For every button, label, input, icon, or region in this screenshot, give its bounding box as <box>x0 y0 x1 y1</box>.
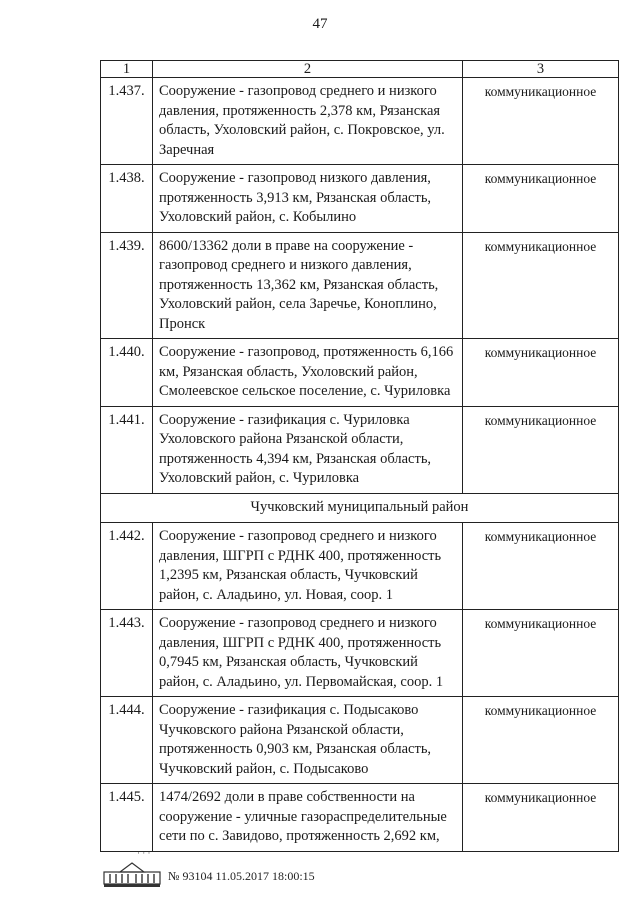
table-row <box>101 784 619 852</box>
row-type: коммуникационное <box>463 610 619 697</box>
table-header-row <box>101 61 619 78</box>
row-type: коммуникационное <box>463 697 619 784</box>
row-type: коммуникационное <box>463 523 619 610</box>
row-type: коммуникационное <box>463 784 619 852</box>
property-register-table <box>100 60 619 852</box>
row-number: 1.445. <box>101 784 153 852</box>
page-number: 47 <box>312 16 328 32</box>
table-row <box>101 610 619 697</box>
column-header-3: 3 <box>463 61 619 78</box>
table-row <box>101 523 619 610</box>
row-number: 1.440. <box>101 339 153 407</box>
row-description: Сооружение - газопровод среднего и низкого давления, ШГРП с РДНК 400, протяженность 1,2395 км, Рязанская область, Чучковский район, с. Аладьино, ул. Новая, соор. 1 <box>153 523 463 610</box>
row-number: 1.443. <box>101 610 153 697</box>
row-description: 1474/2692 доли в праве собственности на сооружение - уличные газораспределительные сети по с. Завидово, протяженность 2,692 км, <box>153 784 463 852</box>
section-row <box>101 493 619 523</box>
row-description: Сооружение - газификация с. Подысаково Чучковского района Рязанской области, протяженность 0,903 км, Рязанская область, Чучковский район, с. Подысаково <box>153 697 463 784</box>
table-row <box>101 406 619 493</box>
table-row <box>101 165 619 233</box>
row-description: Сооружение - газопровод среднего и низкого давления, протяженность 2,378 км, Рязанская область, Ухоловский район, с. Покровское, ул. Заречная <box>153 78 463 165</box>
row-number: 1.441. <box>101 406 153 493</box>
column-header-1: 1 <box>101 61 153 78</box>
row-number: 1.438. <box>101 165 153 233</box>
scan-mark: · · · <box>137 848 151 858</box>
row-description: Сооружение - газификация с. Чуриловка Ухоловского района Рязанской области, протяженность 4,394 км, Рязанская область, Ухоловский район, с. Чуриловка <box>153 406 463 493</box>
table-row <box>101 232 619 339</box>
row-number: 1.442. <box>101 523 153 610</box>
document-footer: № 93104 11.05.2017 18:00:15 <box>168 869 315 883</box>
building-stamp-icon <box>102 858 162 888</box>
column-header-2: 2 <box>153 61 463 78</box>
row-description: Сооружение - газопровод среднего и низкого давления, ШГРП с РДНК 400, протяженность 0,7945 км, Рязанская область, Чучковский район, с. Аладьино, ул. Первомайская, соор. 1 <box>153 610 463 697</box>
table-row <box>101 697 619 784</box>
row-type: коммуникационное <box>463 165 619 233</box>
row-number: 1.444. <box>101 697 153 784</box>
row-number: 1.437. <box>101 78 153 165</box>
row-description: 8600/13362 доли в праве на сооружение - газопровод среднего и низкого давления, протяженность 13,362 км, Рязанская область, Ухоловский район, села Заречье, Коноплино, Пронск <box>153 232 463 339</box>
row-number: 1.439. <box>101 232 153 339</box>
table-row <box>101 339 619 407</box>
row-type: коммуникационное <box>463 232 619 339</box>
row-description: Сооружение - газопровод низкого давления, протяженность 3,913 км, Рязанская область, Ухоловский район, с. Кобылино <box>153 165 463 233</box>
table-row <box>101 78 619 165</box>
row-type: коммуникационное <box>463 406 619 493</box>
row-description: Сооружение - газопровод, протяженность 6,166 км, Рязанская область, Ухоловский район, Смолеевское сельское поселение, с. Чуриловка <box>153 339 463 407</box>
section-title: Чучковский муниципальный район <box>101 493 619 523</box>
row-type: коммуникационное <box>463 78 619 165</box>
row-type: коммуникационное <box>463 339 619 407</box>
